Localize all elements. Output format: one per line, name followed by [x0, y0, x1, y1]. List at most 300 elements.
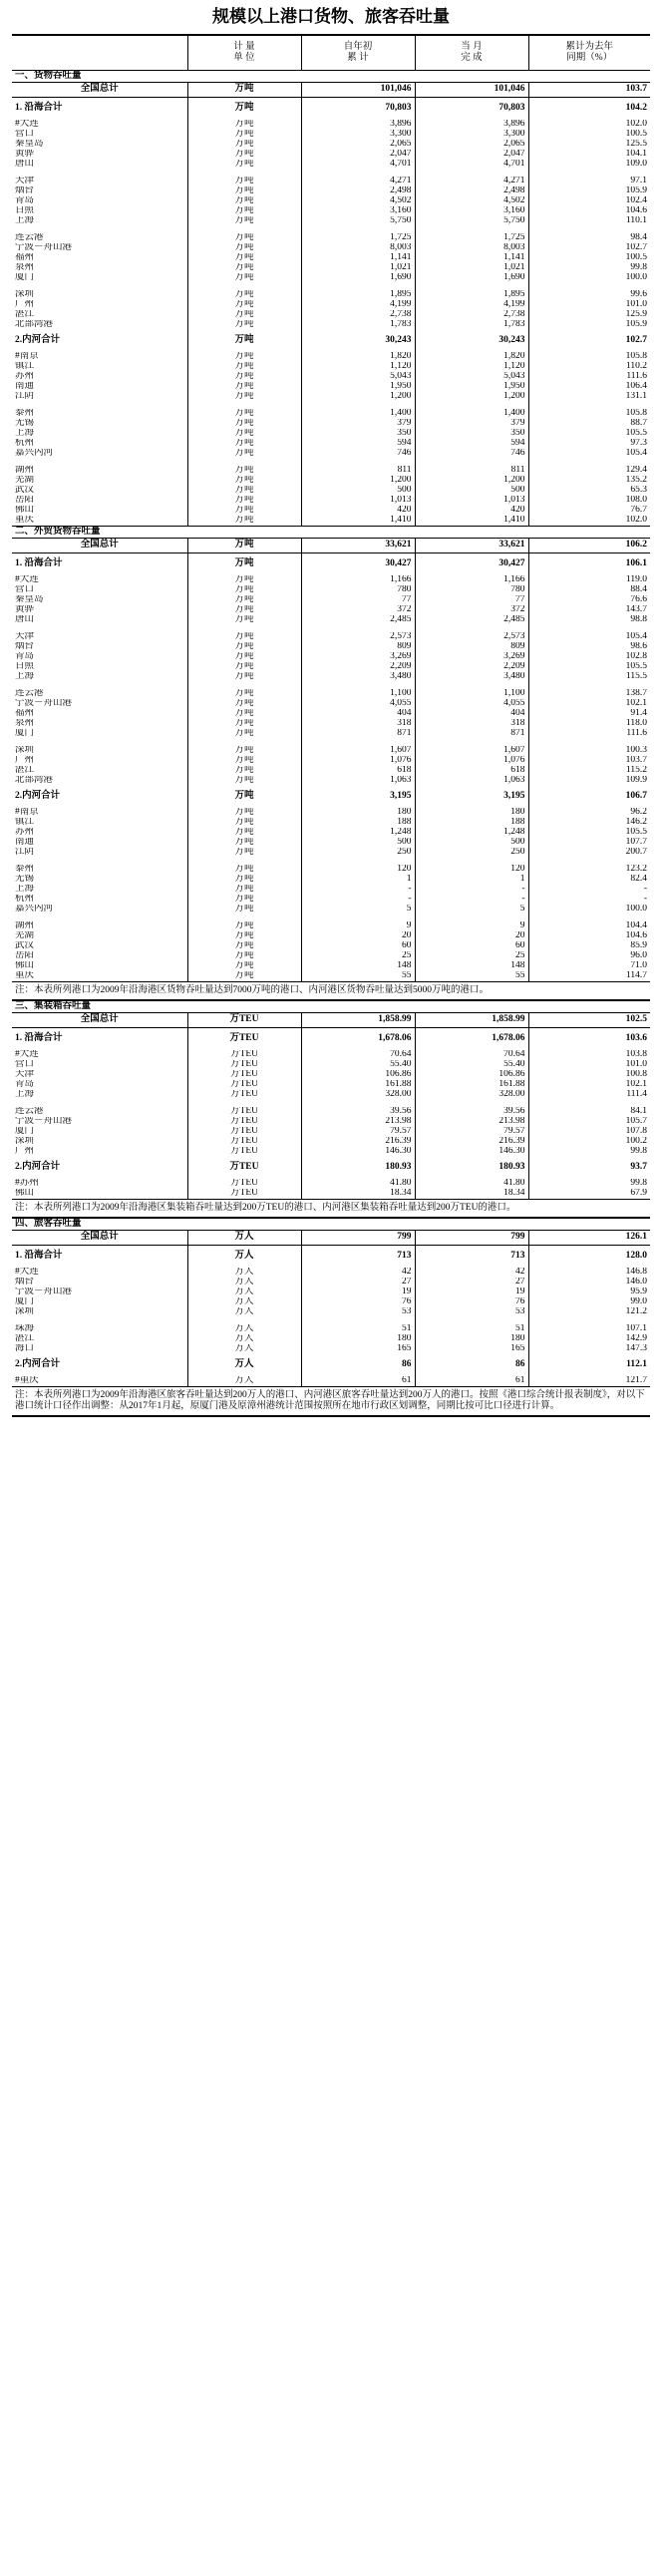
month-cell: 4,271 [415, 177, 528, 186]
yoy-cell: 82.4 [528, 875, 650, 885]
port-name: 江阴 [15, 392, 35, 402]
yoy-cell: 109.9 [528, 776, 650, 786]
port-name: 广州 [15, 300, 35, 310]
ytd-cell: 2,498 [301, 186, 415, 196]
table-row [12, 300, 650, 310]
unit-cell: 万TEU [187, 1090, 301, 1100]
unit-cell: 万人 [187, 1376, 301, 1387]
yoy-cell: 146.8 [528, 1268, 650, 1278]
port-name: 上海 [15, 1090, 35, 1100]
spacer-row [12, 402, 650, 409]
unit-cell: 万吨 [187, 216, 301, 226]
ytd-cell: 4,055 [301, 699, 415, 709]
month-cell: 3,160 [415, 206, 528, 216]
port-name: 湛江 [15, 310, 35, 320]
unit-cell: 万吨 [187, 729, 301, 739]
table-row [12, 372, 650, 382]
table-row [12, 1288, 650, 1297]
unit-cell: 万人 [187, 1231, 301, 1246]
month-cell: 216.39 [415, 1137, 528, 1147]
yoy-cell: 76.6 [528, 595, 650, 605]
yoy-cell: 98.4 [528, 233, 650, 243]
month-cell: 4,701 [415, 160, 528, 170]
month-cell: 180 [415, 808, 528, 818]
ytd-cell: 101,046 [301, 83, 415, 98]
yoy-cell: 107.8 [528, 1127, 650, 1137]
group-total-row [12, 553, 650, 576]
unit-cell: 万TEU [187, 1137, 301, 1147]
blank [415, 1317, 528, 1324]
header-month-l2: 完 成 [461, 53, 483, 63]
table-note: 注：本表所列港口为2009年沿海港区旅客吞吐量达到200万人的港口、内河港区旅客吞吐量达到200万人的港口。按照《港口综合统计报表制度》，对以下港口统计口径作出调整：从2017年1月起，原厦门港及原漳州港统计范围按照所在地市行政区划调整，同期比按可比口径进行计算。 [12, 1387, 650, 1417]
month-cell: 404 [415, 709, 528, 719]
table-row [12, 1297, 650, 1307]
yoy-cell: 105.5 [528, 429, 650, 439]
ytd-cell: - [301, 885, 415, 895]
ytd-cell: 500 [301, 486, 415, 496]
table-row [12, 516, 650, 527]
ytd-cell: 1,607 [301, 746, 415, 756]
port-name: 1. 沿海合计 [15, 558, 63, 569]
ytd-cell: 1,820 [301, 352, 415, 362]
port-name: 镇江 [15, 818, 35, 828]
ytd-cell: 1,063 [301, 776, 415, 786]
header-yoy-l1: 累计为去年 [565, 42, 613, 52]
unit-cell: 万TEU [187, 1013, 301, 1028]
month-cell: 1,690 [415, 273, 528, 283]
port-name: #大连 [15, 1268, 39, 1278]
ytd-cell: 5,750 [301, 216, 415, 226]
month-cell: 1,013 [415, 496, 528, 506]
yoy-cell: 104.1 [528, 150, 650, 160]
header-yoy-l2: 同期（%） [566, 53, 613, 63]
unit-cell: 万吨 [187, 130, 301, 140]
month-cell: 5,750 [415, 216, 528, 226]
yoy-cell: 123.2 [528, 865, 650, 875]
yoy-cell: 84.1 [528, 1107, 650, 1117]
unit-cell: 万吨 [187, 585, 301, 595]
ytd-cell: 188 [301, 818, 415, 828]
port-name: #苏州 [15, 1179, 39, 1189]
unit-cell: 万吨 [187, 160, 301, 170]
month-cell: 1,400 [415, 409, 528, 419]
yoy-cell: 93.7 [528, 1157, 650, 1179]
table-row [12, 838, 650, 848]
blank [301, 459, 415, 466]
month-cell: 70.64 [415, 1050, 528, 1060]
yoy-cell: 102.7 [528, 330, 650, 352]
ytd-cell: 1,858.99 [301, 1013, 415, 1028]
unit-cell: 万吨 [187, 951, 301, 961]
header-month-l1: 当 月 [461, 42, 483, 52]
yoy-cell: 100.5 [528, 130, 650, 140]
unit-cell: 万吨 [187, 595, 301, 605]
table-body [12, 71, 650, 1417]
unit-cell: 万吨 [187, 961, 301, 971]
table-note: 注：本表所列港口为2009年沿海港区货物吞吐量达到7000万吨的港口、内河港区货物吞吐量达到5000万吨的港口。 [12, 982, 650, 1001]
month-cell: 618 [415, 766, 528, 776]
total-row [12, 539, 650, 553]
section-row [12, 1218, 650, 1231]
yoy-cell: 107.7 [528, 838, 650, 848]
page-title: 规模以上港口货物、旅客吞吐量 [212, 7, 450, 26]
blank [12, 625, 187, 632]
port-name: 湖州 [15, 466, 35, 476]
month-cell: 250 [415, 848, 528, 858]
ytd-cell: 2,738 [301, 310, 415, 320]
table-row [12, 818, 650, 828]
ytd-cell: 55.40 [301, 1060, 415, 1070]
ytd-cell: 3,269 [301, 652, 415, 662]
table-row [12, 160, 650, 170]
yoy-cell: 104.2 [528, 98, 650, 121]
yoy-cell: 110.1 [528, 216, 650, 226]
blank [187, 402, 301, 409]
month-cell: 19 [415, 1288, 528, 1297]
port-name: 全国总计 [12, 1231, 187, 1246]
unit-cell: 万吨 [187, 409, 301, 419]
table-row [12, 1050, 650, 1060]
table-row [12, 352, 650, 362]
ytd-cell: - [301, 895, 415, 905]
month-cell: 18.34 [415, 1189, 528, 1200]
yoy-cell: 138.7 [528, 689, 650, 699]
spacer-row [12, 226, 650, 233]
month-cell: 1,021 [415, 263, 528, 273]
ytd-cell: 420 [301, 506, 415, 516]
table-row [12, 642, 650, 652]
group-total-row [12, 786, 650, 808]
ytd-cell: 500 [301, 838, 415, 848]
total-row [12, 83, 650, 98]
port-name: 南通 [15, 382, 35, 392]
blank [528, 739, 650, 746]
ytd-cell: 1,021 [301, 263, 415, 273]
port-name: 厦门 [15, 1297, 35, 1307]
port-name: 深圳 [15, 746, 35, 756]
ytd-cell: 328.00 [301, 1090, 415, 1100]
blank [12, 739, 187, 746]
unit-cell: 万吨 [187, 838, 301, 848]
month-cell: 20 [415, 931, 528, 941]
ytd-cell: 1,200 [301, 476, 415, 486]
port-name: 1. 沿海合计 [15, 1251, 63, 1262]
unit-cell: 万TEU [187, 1147, 301, 1157]
section-row [12, 71, 650, 83]
port-name: 苏州 [15, 372, 35, 382]
month-cell: 1,100 [415, 689, 528, 699]
table-row [12, 885, 650, 895]
unit-cell: 万吨 [187, 605, 301, 615]
ytd-cell: 9 [301, 921, 415, 931]
unit-cell: 万吨 [187, 300, 301, 310]
month-cell: 1,248 [415, 828, 528, 838]
table-row [12, 429, 650, 439]
yoy-cell: 110.2 [528, 362, 650, 372]
blank [528, 915, 650, 921]
unit-cell: 万吨 [187, 642, 301, 652]
blank [528, 402, 650, 409]
blank [415, 459, 528, 466]
ytd-cell: 3,160 [301, 206, 415, 216]
month-cell: 76 [415, 1297, 528, 1307]
table-row [12, 1268, 650, 1278]
ytd-cell: 250 [301, 848, 415, 858]
port-name: 青岛 [15, 1080, 35, 1090]
unit-cell: 万吨 [187, 419, 301, 429]
yoy-cell: 121.2 [528, 1307, 650, 1317]
spacer-row [12, 739, 650, 746]
yoy-cell: 100.3 [528, 746, 650, 756]
month-cell: 9 [415, 921, 528, 931]
month-cell: 1,950 [415, 382, 528, 392]
ytd-cell: 148 [301, 961, 415, 971]
table-row [12, 875, 650, 885]
blank [528, 1317, 650, 1324]
unit-cell: 万吨 [187, 206, 301, 216]
unit-cell: 万吨 [187, 699, 301, 709]
spacer-row [12, 283, 650, 290]
unit-cell: 万TEU [187, 1127, 301, 1137]
yoy-cell: 102.0 [528, 120, 650, 130]
blank [415, 682, 528, 689]
ytd-cell: 1,400 [301, 409, 415, 419]
table-row [12, 605, 650, 615]
yoy-cell: 105.8 [528, 409, 650, 419]
ytd-cell: 33,621 [301, 539, 415, 553]
blank [415, 226, 528, 233]
ytd-cell: 618 [301, 766, 415, 776]
month-cell: 2,065 [415, 140, 528, 150]
port-name: 上海 [15, 216, 35, 226]
ytd-cell: 871 [301, 729, 415, 739]
table-row [12, 865, 650, 875]
port-name: 广州 [15, 756, 35, 766]
table-row [12, 1334, 650, 1344]
table-row [12, 1278, 650, 1288]
table-row [12, 1107, 650, 1117]
yoy-cell: 103.8 [528, 1050, 650, 1060]
port-name: 黄骅 [15, 150, 35, 160]
month-cell: 1,141 [415, 253, 528, 263]
port-name: 佛山 [15, 1189, 35, 1199]
blank [415, 625, 528, 632]
table-row [12, 699, 650, 709]
month-cell: 55 [415, 971, 528, 982]
ytd-cell: 39.56 [301, 1107, 415, 1117]
note-row [12, 1387, 650, 1417]
yoy-cell: 100.8 [528, 1070, 650, 1080]
ytd-cell: 180 [301, 808, 415, 818]
table-row [12, 466, 650, 476]
blank [187, 283, 301, 290]
unit-cell: 万吨 [187, 496, 301, 506]
ytd-cell: 1,120 [301, 362, 415, 372]
month-cell: 1,783 [415, 320, 528, 330]
blank [528, 682, 650, 689]
ytd-cell: 1,166 [301, 575, 415, 585]
table-row [12, 243, 650, 253]
ytd-cell: 19 [301, 1288, 415, 1297]
table-row [12, 1070, 650, 1080]
ytd-cell: 20 [301, 931, 415, 941]
port-name: 营口 [15, 585, 35, 595]
unit-cell: 万TEU [187, 1107, 301, 1117]
ytd-cell: 180 [301, 1334, 415, 1344]
ytd-cell: 4,271 [301, 177, 415, 186]
ytd-cell: 1,950 [301, 382, 415, 392]
unit-cell: 万吨 [187, 263, 301, 273]
unit-cell: 万吨 [187, 466, 301, 476]
month-cell: 1,607 [415, 746, 528, 756]
header-unit-l2: 单 位 [233, 53, 255, 63]
yoy-cell: 106.1 [528, 553, 650, 576]
yoy-cell: 102.1 [528, 1080, 650, 1090]
table-row [12, 120, 650, 130]
unit-cell: 万吨 [187, 486, 301, 496]
yoy-cell: 111.6 [528, 729, 650, 739]
yoy-cell: 105.5 [528, 828, 650, 838]
port-name: 江阴 [15, 848, 35, 858]
table-row [12, 1090, 650, 1100]
yoy-cell: 101.0 [528, 1060, 650, 1070]
spacer-row [12, 858, 650, 865]
ytd-cell: 106.86 [301, 1070, 415, 1080]
month-cell: 1,120 [415, 362, 528, 372]
month-cell: 161.88 [415, 1080, 528, 1090]
yoy-cell: 125.9 [528, 310, 650, 320]
ytd-cell: 25 [301, 951, 415, 961]
month-cell: 1,063 [415, 776, 528, 786]
total-row [12, 1231, 650, 1246]
month-cell: 51 [415, 1324, 528, 1334]
month-cell: 79.57 [415, 1127, 528, 1137]
ytd-cell: 713 [301, 1246, 415, 1269]
ytd-cell: 350 [301, 429, 415, 439]
unit-cell: 万吨 [187, 253, 301, 263]
table-row [12, 848, 650, 858]
port-name: 宁波－舟山港 [15, 699, 73, 709]
port-name: 唐山 [15, 160, 35, 170]
unit-cell: 万吨 [187, 310, 301, 320]
port-name: 深圳 [15, 1307, 35, 1317]
ytd-cell: 30,427 [301, 553, 415, 576]
yoy-cell: - [528, 895, 650, 905]
port-name: 日照 [15, 662, 35, 672]
port-name: 北部湾港 [15, 320, 54, 330]
unit-cell: 万吨 [187, 719, 301, 729]
port-name: 秦皇岛 [15, 595, 44, 605]
port-name: 武汉 [15, 941, 35, 951]
port-name: 青岛 [15, 652, 35, 662]
yoy-cell: 104.4 [528, 921, 650, 931]
table-row [12, 595, 650, 605]
unit-cell: 万吨 [187, 449, 301, 459]
port-name: 佛山 [15, 506, 35, 516]
unit-cell: 万吨 [187, 905, 301, 915]
blank [301, 739, 415, 746]
ytd-cell: 372 [301, 605, 415, 615]
ytd-cell: 5,043 [301, 372, 415, 382]
unit-cell: 万吨 [187, 848, 301, 858]
yoy-cell: 100.0 [528, 905, 650, 915]
month-cell: 106.86 [415, 1070, 528, 1080]
month-cell: 372 [415, 605, 528, 615]
ytd-cell: 3,480 [301, 672, 415, 682]
yoy-cell: 105.8 [528, 352, 650, 362]
blank [12, 1100, 187, 1107]
unit-cell: 万吨 [187, 885, 301, 895]
yoy-cell: 119.0 [528, 575, 650, 585]
total-row [12, 1013, 650, 1028]
unit-cell: 万吨 [187, 632, 301, 642]
port-name: 重庆 [15, 516, 35, 526]
month-cell: 1 [415, 875, 528, 885]
ytd-cell: 41.80 [301, 1179, 415, 1189]
unit-cell: 万吨 [187, 83, 301, 98]
blank [12, 402, 187, 409]
unit-cell: 万吨 [187, 672, 301, 682]
spacer-row [12, 1317, 650, 1324]
ytd-cell: 30,243 [301, 330, 415, 352]
blank [187, 1100, 301, 1107]
header-yoy [528, 35, 650, 71]
table-row [12, 1080, 650, 1090]
ytd-cell: 1,076 [301, 756, 415, 766]
port-name: 厦门 [15, 273, 35, 283]
port-name: 全国总计 [12, 1013, 187, 1028]
yoy-cell: 91.4 [528, 709, 650, 719]
month-cell: 3,269 [415, 652, 528, 662]
ytd-cell: 27 [301, 1278, 415, 1288]
unit-cell: 万吨 [187, 756, 301, 766]
month-cell: 53 [415, 1307, 528, 1317]
month-cell: 213.98 [415, 1117, 528, 1127]
yoy-cell: 200.7 [528, 848, 650, 858]
port-name: #南京 [15, 352, 39, 362]
blank [12, 226, 187, 233]
unit-cell: 万人 [187, 1334, 301, 1344]
yoy-cell: 131.1 [528, 392, 650, 402]
month-cell: 746 [415, 449, 528, 459]
port-name: #大连 [15, 1050, 39, 1060]
table-row [12, 439, 650, 449]
yoy-cell: 147.3 [528, 1344, 650, 1354]
table-row [12, 320, 650, 330]
header-ytd-l2: 累 计 [347, 53, 369, 63]
ytd-cell: 53 [301, 1307, 415, 1317]
port-name: 福州 [15, 253, 35, 263]
month-cell: 41.80 [415, 1179, 528, 1189]
yoy-cell: - [528, 885, 650, 895]
port-name: 镇江 [15, 362, 35, 372]
yoy-cell: 99.8 [528, 263, 650, 273]
blank [301, 402, 415, 409]
blank [187, 682, 301, 689]
month-cell: 4,502 [415, 196, 528, 206]
ytd-cell: 79.57 [301, 1127, 415, 1137]
port-name: 泉州 [15, 263, 35, 273]
ytd-cell: 61 [301, 1376, 415, 1387]
port-name: 北部湾港 [15, 776, 54, 786]
month-cell: 3,300 [415, 130, 528, 140]
unit-cell: 万人 [187, 1354, 301, 1376]
port-name: 上海 [15, 672, 35, 682]
month-cell: 30,427 [415, 553, 528, 576]
unit-cell: 万人 [187, 1307, 301, 1317]
month-cell: 42 [415, 1268, 528, 1278]
yoy-cell: 102.7 [528, 243, 650, 253]
